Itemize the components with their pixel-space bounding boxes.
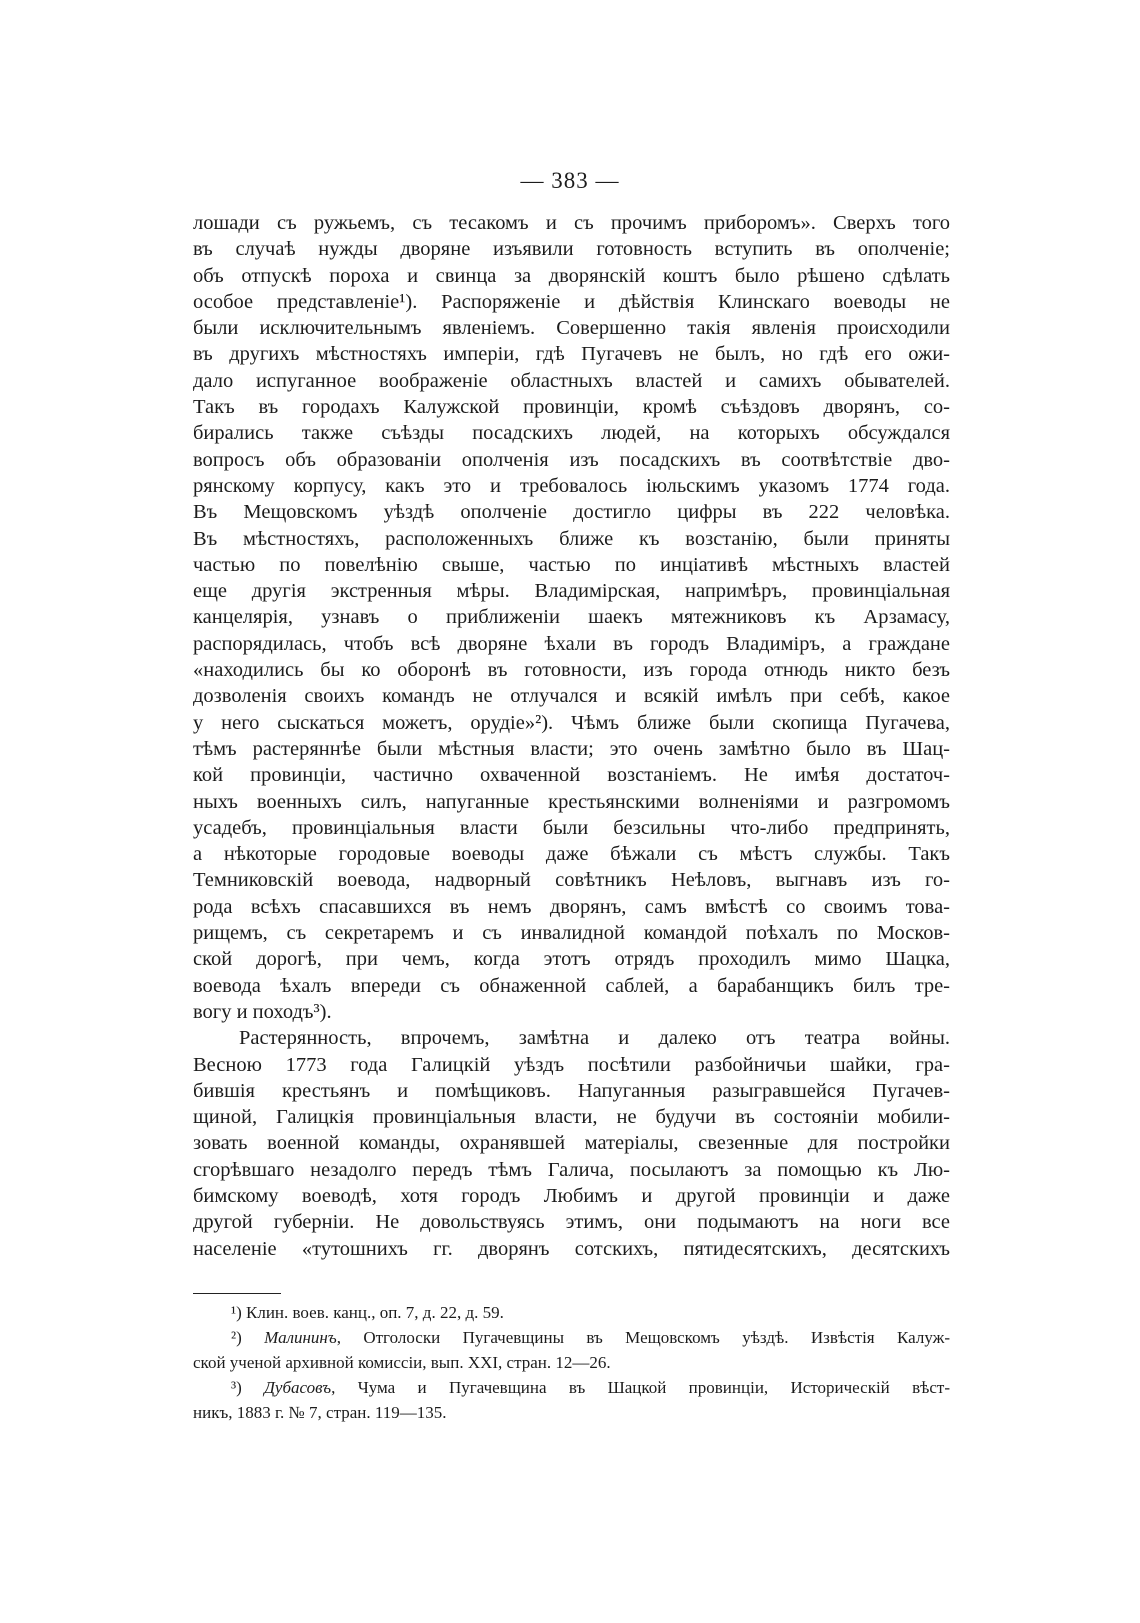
text-line: особое представленіе¹). Распоряженіе и дѣйствія Клинскаго воеводы не — [193, 290, 950, 313]
page-number: — 383 — — [520, 168, 620, 193]
footnote-author: Малининъ — [264, 1328, 337, 1347]
text-line: ныхъ военныхъ силъ, напуганные крестьянскими волненіями и разгромомъ — [193, 790, 950, 813]
text-line: кой провинціи, частично охваченной возстаніемъ. Не имѣя достаточ- — [193, 764, 950, 787]
text-line: а нѣкоторые городовые воеводы даже бѣжали съ мѣстъ службы. Такъ — [193, 843, 950, 866]
text-line: канцелярія, узнавъ о приближеніи шаекъ мятежниковъ къ Арзамасу, — [193, 606, 950, 629]
text-line: бирались также съѣзды посадскихъ людей, на которыхъ обсуждался — [193, 422, 950, 445]
footnote-mark: ²) — [231, 1328, 265, 1347]
text-line: Растерянность, впрочемъ, замѣтна и далеко отъ театра войны. — [239, 1027, 950, 1050]
footnote-3 — [193, 1375, 950, 1400]
text-line: объ отпускѣ пороха и свинца за дворянскій коштъ было рѣшено сдѣлать — [193, 264, 950, 287]
footnote-2 — [193, 1325, 950, 1350]
footnote-3-cont: никъ, 1883 г. № 7, стран. 119—135. — [193, 1403, 447, 1422]
text-line: населеніе «тутошнихъ гг. дворянъ сотскихъ, пятидесятскихъ, десятскихъ — [193, 1237, 950, 1260]
text-line: лошади съ ружьемъ, съ тесакомъ и съ прочимъ приборомъ». Сверхъ того — [193, 212, 950, 234]
text-line: въ другихъ мѣстностяхъ имперіи, гдѣ Пугачевъ не былъ, но гдѣ его ожи- — [193, 343, 950, 366]
text-line: вогу и походъ³). — [193, 1000, 332, 1023]
text-line: вопросъ объ образованіи ополченія изъ посадскихъ въ соотвѣтствіе дво- — [193, 448, 950, 471]
text-line: тѣмъ растеряннѣе были мѣстныя власти; это очень замѣтно было въ Шац- — [193, 737, 950, 760]
text-line: воевода ѣхалъ впереди съ обнаженной саблей, а барабанщикъ билъ тре- — [193, 974, 950, 997]
footnote-divider — [193, 1293, 281, 1294]
text-line: «находились бы ко оборонѣ въ готовности, изъ города отнюдь никто безъ — [193, 659, 950, 682]
text-line: сгорѣвшаго незадолго передъ тѣмъ Галича, посылаютъ за помощью къ Лю- — [193, 1158, 950, 1181]
text-line: Весною 1773 года Галицкій уѣздъ посѣтили разбойничьи шайки, гра- — [193, 1053, 950, 1076]
text-line: рода всѣхъ спасавшихся въ немъ дворянъ, самъ вмѣстѣ со своимъ това- — [193, 895, 950, 918]
text-line: зовать военной команды, охранявшей матеріалы, свезенные для постройки — [193, 1132, 950, 1155]
text-line: Такъ въ городахъ Калужской провинціи, кромѣ съѣздовъ дворянъ, со- — [193, 396, 950, 419]
text-line: рищемъ, съ секретаремъ и съ инвалидной командой поѣхалъ по Москов- — [193, 922, 950, 945]
footnote-text: , Чума и Пугачевщина въ Шацкой провинціи, Историческій вѣст- — [331, 1378, 950, 1397]
text-line: были исключительнымъ явленіемъ. Совершенно такія явленія происходили — [193, 317, 950, 340]
text-line: Въ Мещовскомъ уѣздѣ ополченіе достигло цифры въ 222 человѣка. — [193, 501, 950, 524]
text-line: бимскому воеводѣ, хотя городъ Любимъ и другой провинціи и даже — [193, 1184, 950, 1207]
footnote-2-cont: ской ученой архивной комиссіи, вып. XXI, стран. 12—26. — [193, 1353, 611, 1372]
footnote-author: Дубасовъ — [264, 1378, 332, 1397]
text-line: бившія крестьянъ и помѣщиковъ. Напуганныя разыгравшейся Пугачев- — [193, 1079, 950, 1102]
text-line: усадебъ, провинціальныя власти были безсильны что-либо предпринять, — [193, 816, 950, 839]
text-line: дало испуганное воображеніе областныхъ властей и самихъ обывателей. — [193, 369, 950, 392]
footnote-1: ¹) Клин. воев. канц., оп. 7, д. 22, д. 59. — [231, 1303, 504, 1322]
text-line: щиной, Галицкія провинціальныя власти, не будучи въ состояніи мобили- — [193, 1106, 950, 1129]
footnotes — [193, 1300, 950, 1425]
main-text — [193, 210, 950, 1262]
text-line: Въ мѣстностяхъ, расположенныхъ ближе къ возстанію, были приняты — [193, 527, 950, 550]
text-line: распорядилась, чтобъ всѣ дворяне ѣхали въ городъ Владиміръ, а граждане — [193, 632, 950, 655]
text-line: дозволенія своихъ командъ не отлучался и всякій имѣлъ при себѣ, какое — [193, 685, 950, 708]
footnote-mark: ³) — [231, 1378, 265, 1397]
text-line: рянскому корпусу, какъ это и требовалось іюльскимъ указомъ 1774 года. — [193, 474, 950, 497]
text-line: у него сыскаться можетъ, орудіе»²). Чѣмъ ближе были скопища Пугачева, — [193, 711, 950, 734]
text-line: въ случаѣ нужды дворяне изъявили готовность вступить въ ополченіе; — [193, 238, 950, 261]
text-line: ской дорогѣ, при чемъ, когда этотъ отрядъ проходилъ мимо Шацка, — [193, 948, 950, 971]
text-line: другой губерніи. Не довольствуясь этимъ, они подымаютъ на ноги все — [193, 1211, 950, 1234]
footnote-text: , Отголоски Пугачевщины въ Мещовскомъ уѣздѣ. Извѣстія Калуж- — [336, 1328, 950, 1347]
text-line: Темниковскій воевода, надворный совѣтникъ Неѣловъ, выгнавъ изъ го- — [193, 869, 950, 892]
text-line: частью по повелѣнію свыше, частью по инціативѣ мѣстныхъ властей — [193, 553, 950, 576]
text-line: еще другія экстренныя мѣры. Владимірская, напримѣръ, провинціальная — [193, 580, 950, 603]
